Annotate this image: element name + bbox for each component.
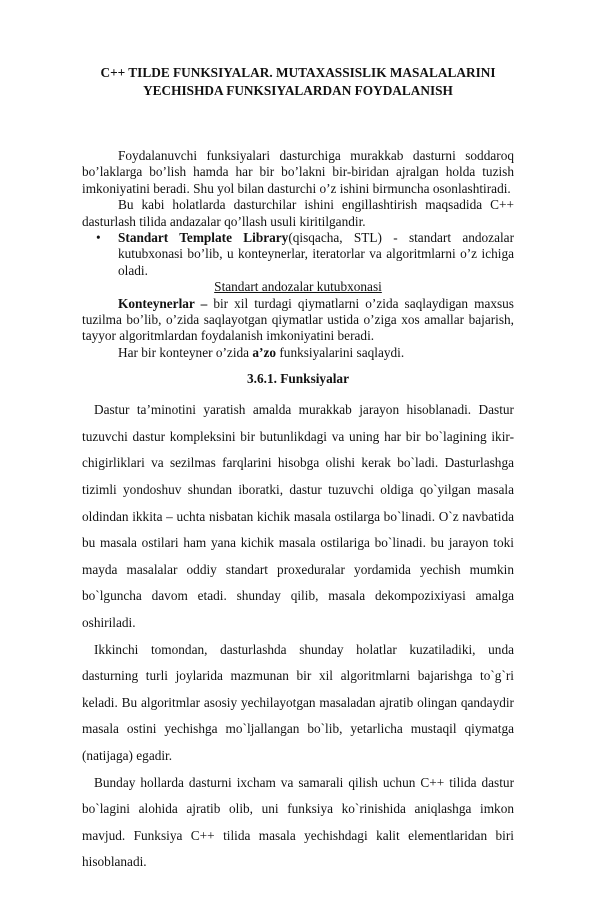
paragraph-3-text: bir xil turdagi qiymatlarni o’zida saqlaydigan maxsus tuzilma bo’lib, o’zida saqlayotgan qiymatlar ustida o’ziga xos amallar bajarish, tayyor algoritmlardan foydalanish imkoniyatini beradi. bbox=[82, 295, 514, 344]
bullet-bold-term: Standart Template Library bbox=[118, 230, 289, 246]
paragraph-4-end: funksiyalarini saqlaydi. bbox=[276, 344, 405, 360]
paragraph-3 bbox=[82, 296, 514, 345]
document-title: C++ TILDE FUNKSIYALAR. MUTAXASSISLIK MASALALARINI YECHISHDA FUNKSIYALARDAN FOYDALANISH bbox=[100, 65, 496, 98]
term-konteynerlar: Konteynerlar – bbox=[118, 295, 208, 311]
document-page bbox=[0, 64, 596, 906]
paragraph-4 bbox=[82, 345, 514, 361]
intro-section bbox=[82, 148, 514, 361]
spacer bbox=[82, 100, 514, 148]
bullet-dot-icon: • bbox=[96, 230, 101, 246]
paragraph-1: Foydalanuvchi funksiyalari dasturchiga murakkab dasturni soddaroq bo’laklarga bo’lish hamda har bir bo’lakni bir-biridan ajralgan holda tuzish imkoniyatini beradi. Shu yol bilan dasturchi o’z ishini birmuncha osonlashtiradi. bbox=[82, 148, 514, 196]
term-azo: a’zo bbox=[252, 344, 277, 360]
paragraph-2: Bu kabi holatlarda dasturchilar ishini engillashtirish maqsadida C++ dasturlash tilida andazalar qo’llash usuli kiritilgandir. bbox=[82, 197, 514, 229]
bullet-item-stl bbox=[82, 230, 514, 279]
paragraph-6: Ikkinchi tomondan, dasturlashda shunday holatlar kuzatiladiki, unda dasturning turli joylarida mazmunan bir xil algoritmlarni bajarishga to`g`ri keladi. Bu algoritmlar asosiy yechilayotgan masaladan ajratib olingan qandaydir masala ostini yechishga mo`ljallangan bo`lib, yetarlicha mustaqil qiymatga (natijaga) egadir. bbox=[82, 641, 514, 763]
bullet-text: (qisqacha, STL) - standart andozalar kutubxonasi bo’lib, u konteynerlar, iteratorlar va algoritmlarni o’z ichiga oladi. bbox=[118, 230, 514, 278]
paragraph-5: Dastur ta’minotini yaratish amalda murakkab jarayon hisoblanadi. Dastur tuzuvchi dastur kompleksini bir butunlikdagi va uning har bir bo`lagining ikir-chigirliklari va sezilmas farqlarini hisobga olishi kerak bo`ladi. Dasturlashga tizimli yondoshuv shundan iboratki, dastur tuzuvchi oldiga qo`yilgan masala oldindan ikkita – uchta nisbatan kichik masala ostilarga bo`linadi. O`z navbatida bu masala ostilari ham yana kichik masala ostilariga bo`linadi. bu jarayon toki mayda masalalar oddiy standart proxeduralar yordamida yechish mumkin bo`lguncha davom etadi. shunday qilib, masala dekompozixiyasi amalga oshiriladi. bbox=[82, 402, 514, 631]
paragraph-7: Bunday hollarda dasturni ixcham va samarali qilish uchun C++ tilida dastur bo`lagini alohida ajratib olib, uni funksiya ko`rinishida aniqlashga imkon mavjud. Funksiya C++ tilida masala yechishdagi kalit elementlaridan biri hisoblanadi. bbox=[82, 774, 514, 870]
underlined-heading: Standart andozalar kutubxonasi bbox=[214, 279, 382, 295]
functions-section bbox=[82, 397, 514, 876]
paragraph-4-start: Har bir konteyner o’zida bbox=[118, 344, 253, 360]
section-heading: 3.6.1. Funksiyalar bbox=[247, 371, 349, 387]
